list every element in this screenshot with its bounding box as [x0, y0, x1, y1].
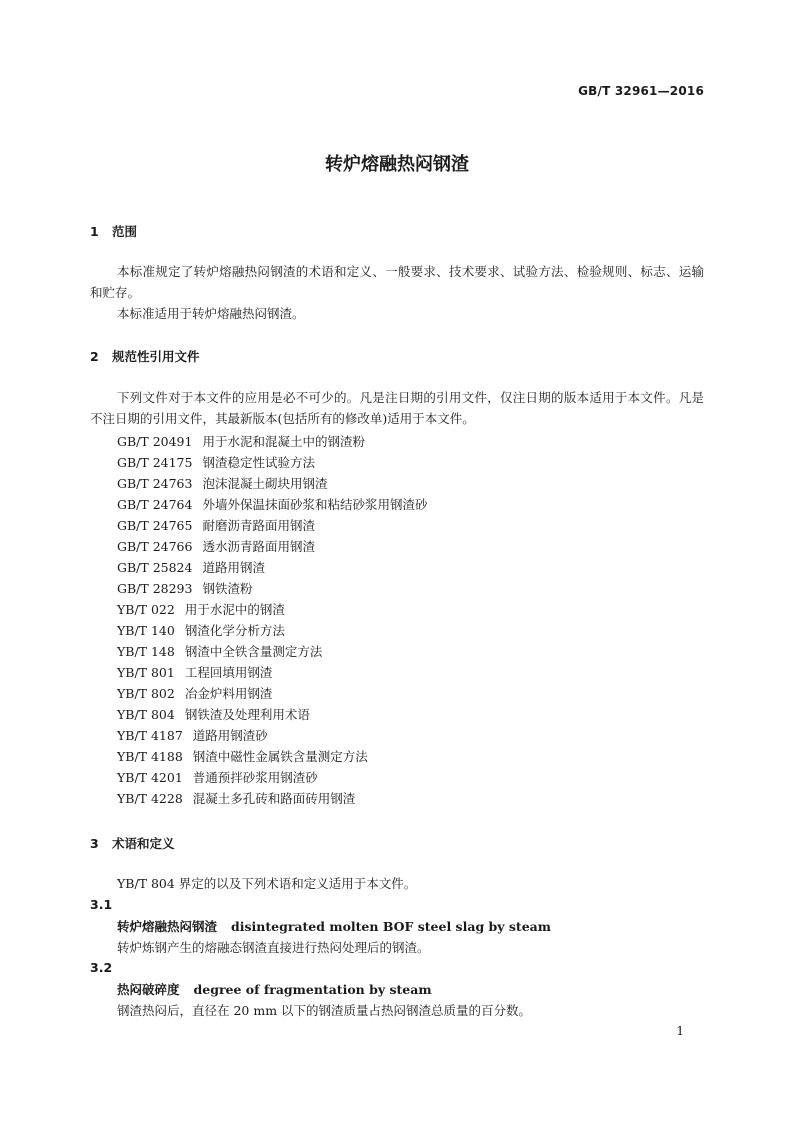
- reference-title: 透水沥青路面用钢渣: [202, 539, 315, 554]
- section-title: 规范性引用文件: [112, 349, 200, 364]
- reference-code: GB/T 24763: [117, 476, 193, 491]
- reference-code: YB/T 148: [117, 644, 175, 659]
- reference-item: [117, 452, 427, 473]
- reference-item: [117, 746, 427, 767]
- standard-code: GB/T 32961—2016: [578, 84, 704, 98]
- reference-item: [117, 431, 427, 452]
- term-number: 3.1: [90, 897, 113, 912]
- reference-title: 普通预拌砂浆用钢渣砂: [192, 770, 318, 785]
- reference-title: 钢渣化学分析方法: [184, 623, 285, 638]
- section-1-heading: [90, 222, 137, 240]
- section-number: 2: [90, 349, 99, 364]
- references-intro: 下列文件对于本文件的应用是必不可少的。凡是注日期的引用文件，仅注日期的版本适用于本文件。凡是不注日期的引用文件，其最新版本(包括所有的修改单)适用于本文件。: [90, 390, 704, 426]
- term-en: disintegrated molten BOF steel slag by steam: [231, 919, 551, 934]
- reference-title: 钢铁渣及处理利用术语: [184, 707, 310, 722]
- reference-item: [117, 557, 427, 578]
- reference-item: [117, 473, 427, 494]
- reference-title: 外墙外保温抹面砂浆和粘结砂浆用钢渣砂: [202, 497, 428, 512]
- reference-title: 工程回填用钢渣: [184, 665, 273, 680]
- reference-title: 用于水泥中的钢渣: [184, 602, 285, 617]
- section-2-heading: [90, 347, 200, 365]
- section-number: 1: [90, 224, 99, 239]
- reference-item: [117, 494, 427, 515]
- reference-code: GB/T 24175: [117, 455, 193, 470]
- reference-title: 钢渣稳定性试验方法: [202, 455, 315, 470]
- reference-code: GB/T 25824: [117, 560, 193, 575]
- reference-list: [117, 431, 427, 809]
- reference-item: [117, 767, 427, 788]
- reference-item: [117, 725, 427, 746]
- reference-item: [117, 536, 427, 557]
- reference-code: GB/T 20491: [117, 434, 193, 449]
- reference-title: 冶金炉料用钢渣: [184, 686, 273, 701]
- reference-code: YB/T 4228: [117, 791, 183, 806]
- reference-title: 耐磨沥青路面用钢渣: [202, 518, 315, 533]
- reference-item: [117, 515, 427, 536]
- page-number: 1: [676, 1024, 684, 1038]
- reference-item: [117, 620, 427, 641]
- term-heading: [117, 917, 551, 935]
- reference-title: 钢渣中全铁含量测定方法: [184, 644, 323, 659]
- reference-title: 道路用钢渣: [202, 560, 265, 575]
- term-definition: 转炉炼钢产生的熔融态钢渣直接进行热闷处理后的钢渣。: [117, 940, 430, 955]
- term-definition: 钢渣热闷后，直径在 20 mm 以下的钢渣质量占热闷钢渣总质量的百分数。: [117, 1003, 532, 1018]
- term-heading: [117, 980, 432, 998]
- reference-title: 混凝土多孔砖和路面砖用钢渣: [192, 791, 356, 806]
- section-title: 范围: [112, 224, 138, 239]
- term-number: 3.2: [90, 960, 113, 975]
- reference-code: YB/T 022: [117, 602, 175, 617]
- reference-code: YB/T 4188: [117, 749, 183, 764]
- reference-title: 泡沫混凝土砌块用钢渣: [202, 476, 328, 491]
- reference-code: GB/T 28293: [117, 581, 193, 596]
- reference-code: YB/T 804: [117, 707, 175, 722]
- reference-code: GB/T 24764: [117, 497, 193, 512]
- reference-code: YB/T 140: [117, 623, 175, 638]
- reference-code: YB/T 4187: [117, 728, 183, 743]
- reference-item: [117, 683, 427, 704]
- reference-item: [117, 662, 427, 683]
- document-title: 转炉熔融热闷钢渣: [325, 154, 469, 175]
- reference-item: [117, 641, 427, 662]
- reference-code: YB/T 801: [117, 665, 175, 680]
- reference-title: 钢铁渣粉: [202, 581, 253, 596]
- reference-title: 道路用钢渣砂: [192, 728, 268, 743]
- reference-item: [117, 578, 427, 599]
- section-number: 3: [90, 836, 99, 851]
- reference-code: GB/T 24765: [117, 518, 193, 533]
- terms-intro: YB/T 804 界定的以及下列术语和定义适用于本文件。: [117, 876, 417, 891]
- reference-title: 用于水泥和混凝土中的钢渣粉: [202, 434, 365, 449]
- reference-item: [117, 788, 427, 809]
- scope-paragraph-1: 本标准规定了转炉熔融热闷钢渣的术语和定义、一般要求、技术要求、试验方法、检验规则、标志、运输和贮存。: [90, 264, 704, 300]
- section-3-heading: [90, 834, 175, 852]
- term-zh: 转炉熔融热闷钢渣: [117, 919, 218, 934]
- reference-code: YB/T 4201: [117, 770, 183, 785]
- reference-title: 钢渣中磁性金属铁含量测定方法: [192, 749, 368, 764]
- reference-item: [117, 704, 427, 725]
- reference-code: GB/T 24766: [117, 539, 193, 554]
- term-zh: 热闷破碎度: [117, 982, 180, 997]
- reference-item: [117, 599, 427, 620]
- section-title: 术语和定义: [112, 836, 175, 851]
- scope-paragraph-2: 本标准适用于转炉熔融热闷钢渣。: [117, 306, 305, 321]
- reference-code: YB/T 802: [117, 686, 175, 701]
- term-en: degree of fragmentation by steam: [193, 982, 432, 997]
